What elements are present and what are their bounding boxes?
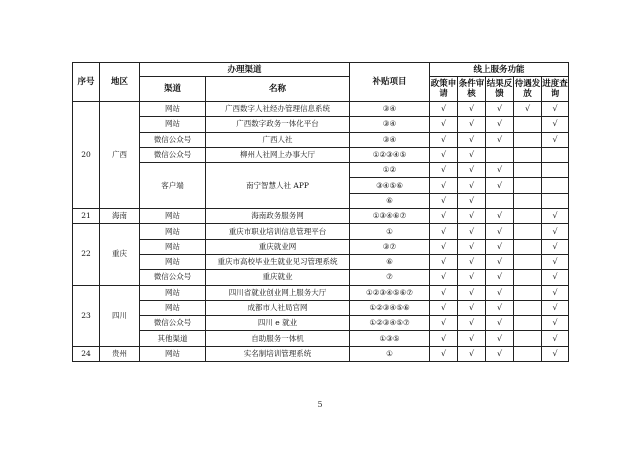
cell-channel: 微信公众号 [140,147,206,162]
cell-function-check [458,132,486,147]
check-mark-icon: √ [552,348,558,358]
cell-function-check [514,224,542,239]
cell-channel: 微信公众号 [140,132,206,147]
check-mark-icon: √ [440,241,447,251]
cell-region: 重庆 [100,224,140,285]
cell-region: 贵州 [100,346,140,361]
cell-function-check [458,163,486,178]
cell-subsidy: ①③⑤ [350,331,430,346]
header-online-group: 线上服务功能 [430,63,569,77]
cell-function-check [430,132,458,147]
header-function-policy-apply: 政策申请 [430,77,458,102]
cell-function-check [542,132,569,147]
cell-name: 成都市人社局官网 [206,300,350,315]
check-mark-icon: √ [496,333,503,343]
cell-function-check [430,239,458,254]
cell-name: 重庆市高校毕业生就业见习管理系统 [206,254,350,269]
table-row [73,209,569,224]
table-body [73,102,569,362]
cell-function-check [542,270,569,285]
cell-name: 四川 e 就业 [206,316,350,331]
cell-subsidy: ⑥ [350,193,430,208]
cell-function-check [486,254,514,269]
cell-function-check [514,331,542,346]
cell-function-check [458,285,486,300]
cell-function-check [430,346,458,361]
cell-name: 柳州人社网上办事大厅 [206,147,350,162]
header-function-condition-review: 条件审核 [458,77,486,102]
cell-function-check [542,102,569,117]
cell-subsidy: ③④ [350,132,430,147]
cell-region: 四川 [100,285,140,346]
check-mark-icon: √ [440,287,447,297]
table-row [73,102,569,117]
cell-channel: 网站 [140,224,206,239]
cell-function-check [514,300,542,315]
cell-function-check [458,270,486,285]
cell-function-check [458,300,486,315]
check-mark-icon: √ [552,287,558,297]
cell-channel: 客户端 [140,163,206,209]
cell-function-check [458,224,486,239]
check-mark-icon: √ [440,333,447,343]
cell-name: 自助服务一体机 [206,331,350,346]
check-mark-icon: √ [468,241,475,251]
cell-function-check [430,178,458,193]
check-mark-icon: √ [552,272,558,282]
cell-subsidy: ①③④⑥⑦ [350,209,430,224]
cell-function-check [514,239,542,254]
check-mark-icon: √ [552,303,558,312]
cell-function-check [458,346,486,361]
check-mark-icon: √ [440,134,447,144]
check-mark-icon: √ [496,226,503,236]
check-mark-icon: √ [496,272,503,282]
cell-function-check [542,193,569,208]
table-row [73,224,569,239]
cell-function-check [430,147,458,162]
check-mark-icon: √ [468,104,475,114]
cell-subsidy: ③④⑤⑥ [350,178,430,193]
cell-subsidy: ①②③④⑤⑥ [350,300,430,315]
table-row [73,331,569,346]
check-mark-icon: √ [468,226,475,236]
check-mark-icon: √ [440,180,447,190]
cell-channel: 网站 [140,254,206,269]
cell-function-check [542,224,569,239]
check-mark-icon: √ [440,150,447,160]
check-mark-icon: √ [468,119,475,129]
check-mark-icon: √ [496,211,503,221]
table-row [73,163,569,178]
cell-function-check [542,331,569,346]
cell-channel: 网站 [140,117,206,132]
table-row [73,147,569,162]
cell-function-check [486,239,514,254]
cell-function-check [486,224,514,239]
check-mark-icon: √ [524,104,531,114]
header-channel-group: 办理渠道 [140,63,350,77]
check-mark-icon: √ [440,211,447,221]
cell-function-check [542,300,569,315]
check-mark-icon: √ [440,257,447,267]
cell-subsidy: ① [350,224,430,239]
check-mark-icon: √ [496,165,503,175]
cell-channel: 网站 [140,102,206,117]
cell-function-check [430,300,458,315]
cell-function-check [514,147,542,162]
check-mark-icon: √ [496,318,503,328]
cell-function-check [458,316,486,331]
check-mark-icon: √ [468,272,475,282]
cell-seq: 23 [73,285,100,346]
check-mark-icon: √ [468,211,475,221]
check-mark-icon: √ [496,134,503,144]
header-seq: 序号 [73,63,100,102]
cell-function-check [514,209,542,224]
cell-function-check [486,300,514,315]
table-row [73,300,569,315]
check-mark-icon: √ [496,348,503,358]
check-mark-icon: √ [468,150,475,160]
cell-function-check [430,270,458,285]
cell-function-check [430,331,458,346]
cell-function-check [542,163,569,178]
header-region: 地区 [100,63,140,102]
cell-function-check [486,132,514,147]
cell-function-check [458,102,486,117]
cell-channel: 微信公众号 [140,316,206,331]
subsidy-service-table [72,62,569,362]
cell-function-check [486,147,514,162]
cell-name: 重庆就业 [206,270,350,285]
check-mark-icon: √ [440,119,447,129]
header-subsidy: 补贴项目 [350,63,430,102]
cell-function-check [486,117,514,132]
cell-name: 南宁智慧人社 APP [206,163,350,209]
cell-channel: 微信公众号 [140,270,206,285]
check-mark-icon: √ [440,318,447,328]
table-row [73,117,569,132]
check-mark-icon: √ [468,348,475,358]
check-mark-icon: √ [552,134,558,144]
cell-name: 广西数字政务一体化平台 [206,117,350,132]
check-mark-icon: √ [496,241,503,251]
header-channel: 渠道 [140,77,206,102]
cell-function-check [542,285,569,300]
cell-function-check [514,270,542,285]
cell-name: 四川省就业创业网上服务大厅 [206,285,350,300]
cell-function-check [542,147,569,162]
check-mark-icon: √ [468,195,475,205]
cell-subsidy: ③④ [350,117,430,132]
cell-function-check [486,163,514,178]
check-mark-icon: √ [440,195,447,205]
cell-function-check [514,254,542,269]
check-mark-icon: √ [468,180,475,190]
cell-seq: 22 [73,224,100,285]
cell-channel: 其他渠道 [140,331,206,346]
cell-channel: 网站 [140,209,206,224]
cell-function-check [486,193,514,208]
cell-function-check [542,209,569,224]
page-number: 5 [317,400,323,409]
cell-subsidy: ③⑦ [350,239,430,254]
table-row [73,254,569,269]
check-mark-icon: √ [468,134,475,144]
cell-seq: 20 [73,102,100,209]
table-row [73,239,569,254]
cell-function-check [430,163,458,178]
table-row [73,270,569,285]
cell-channel: 网站 [140,239,206,254]
table-row [73,285,569,300]
check-mark-icon: √ [496,119,503,129]
check-mark-icon: √ [496,287,503,297]
check-mark-icon: √ [496,104,503,114]
cell-function-check [542,346,569,361]
check-mark-icon: √ [440,226,447,236]
check-mark-icon: √ [440,303,447,312]
cell-function-check [486,285,514,300]
check-mark-icon: √ [552,318,558,328]
cell-function-check [514,285,542,300]
cell-seq: 24 [73,346,100,361]
cell-channel: 网站 [140,300,206,315]
cell-subsidy: ①②③④⑤⑦ [350,316,430,331]
check-mark-icon: √ [468,257,475,267]
table-row [73,346,569,361]
cell-subsidy: ①② [350,163,430,178]
cell-name: 海南政务服务网 [206,209,350,224]
cell-region: 广西 [100,102,140,209]
cell-function-check [430,285,458,300]
header-function-benefit-payment: 待遇发放 [514,77,542,102]
cell-function-check [486,331,514,346]
cell-subsidy: ⑦ [350,270,430,285]
check-mark-icon: √ [468,165,475,175]
cell-subsidy: ①②③④⑤ [350,147,430,162]
cell-function-check [430,209,458,224]
cell-function-check [458,254,486,269]
cell-function-check [542,316,569,331]
cell-channel: 网站 [140,285,206,300]
cell-function-check [458,239,486,254]
header-name: 名称 [206,77,350,102]
check-mark-icon: √ [496,257,503,267]
cell-function-check [514,316,542,331]
cell-function-check [542,239,569,254]
cell-function-check [542,254,569,269]
check-mark-icon: √ [552,333,558,343]
check-mark-icon: √ [468,287,475,297]
cell-subsidy: ① [350,346,430,361]
cell-function-check [514,193,542,208]
cell-function-check [514,102,542,117]
cell-function-check [542,178,569,193]
check-mark-icon: √ [552,211,558,221]
check-mark-icon: √ [552,241,558,251]
cell-function-check [458,193,486,208]
cell-function-check [514,132,542,147]
table-row [73,316,569,331]
cell-name: 重庆就业网 [206,239,350,254]
cell-subsidy: ③④ [350,102,430,117]
cell-function-check [514,178,542,193]
check-mark-icon: √ [496,303,503,312]
check-mark-icon: √ [552,119,558,129]
check-mark-icon: √ [440,165,447,175]
cell-subsidy: ⑥ [350,254,430,269]
table-row [73,132,569,147]
cell-function-check [486,209,514,224]
check-mark-icon: √ [496,180,503,190]
cell-seq: 21 [73,209,100,224]
cell-function-check [486,102,514,117]
cell-function-check [430,316,458,331]
cell-name: 重庆市职业培训信息管理平台 [206,224,350,239]
check-mark-icon: √ [468,303,475,312]
cell-function-check [458,331,486,346]
header-function-progress-query: 进度查询 [542,77,569,102]
cell-function-check [486,270,514,285]
check-mark-icon: √ [440,348,447,358]
cell-function-check [458,147,486,162]
check-mark-icon: √ [552,257,558,267]
cell-name: 广西人社 [206,132,350,147]
cell-function-check [430,117,458,132]
cell-function-check [458,117,486,132]
cell-function-check [542,117,569,132]
cell-name: 实名制培训管理系统 [206,346,350,361]
cell-function-check [458,178,486,193]
header-function-result-feedback: 结果反馈 [486,77,514,102]
check-mark-icon: √ [440,272,447,282]
cell-name: 广西数字人社经办管理信息系统 [206,102,350,117]
cell-function-check [430,224,458,239]
cell-function-check [486,178,514,193]
check-mark-icon: √ [552,226,558,236]
cell-function-check [514,117,542,132]
cell-function-check [430,102,458,117]
cell-function-check [514,163,542,178]
cell-function-check [514,346,542,361]
cell-function-check [430,254,458,269]
cell-channel: 网站 [140,346,206,361]
check-mark-icon: √ [468,318,475,328]
check-mark-icon: √ [552,104,558,114]
cell-function-check [458,209,486,224]
cell-region: 海南 [100,209,140,224]
cell-function-check [430,193,458,208]
cell-function-check [486,346,514,361]
table-header [73,63,569,102]
cell-subsidy: ①②③④⑤⑥⑦ [350,285,430,300]
cell-function-check [486,316,514,331]
check-mark-icon: √ [468,333,475,343]
check-mark-icon: √ [440,104,447,114]
